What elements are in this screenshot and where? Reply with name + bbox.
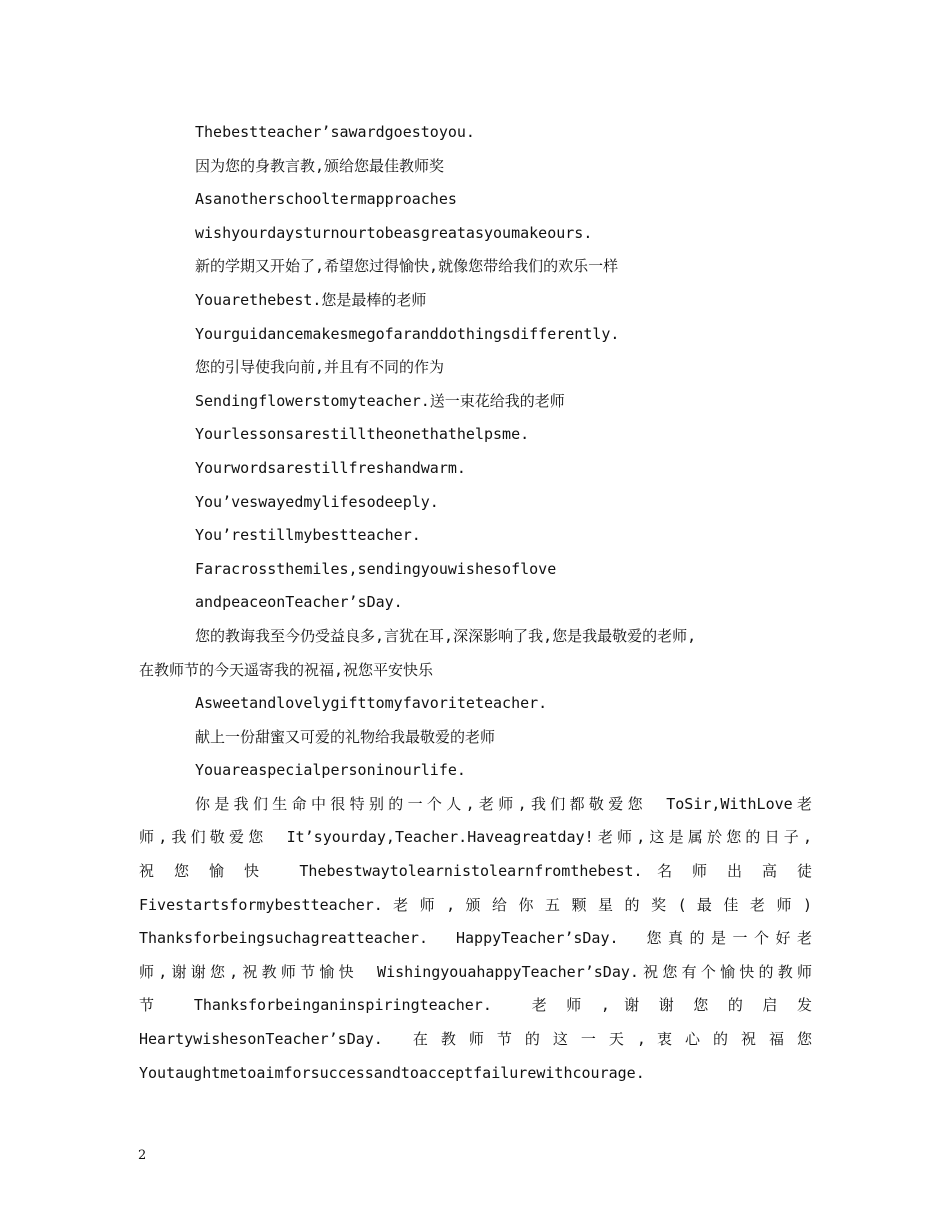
text-line: Fivestartsformybestteacher. 老 师 , 颁 给 你 五 颗 星 的 奖 ( 最 佳 老 师 ) [139,895,812,914]
text-line: andpeaceonTeacher’sDay. [195,593,403,612]
text-line: You’restillmybestteacher. [195,526,421,545]
text-line: 师,谢谢您,祝教师节愉快 WishingyouahappyTeacher’sDay.祝您有个愉快的教师 [139,962,812,981]
text-line: 师,我们敬爱您 It’syourday,Teacher.Haveagreatday!老师,这是属於您的日子, [139,828,812,847]
text-line: 节 Thanksforbeinganinspiringteacher. 老 师 , 谢 谢 您 的 启 发 [139,996,812,1015]
text-line: Sendingflowerstomyteacher.送一束花给我的老师 [195,391,565,410]
text-line: 您的引导使我向前,并且有不同的作为 [195,358,445,377]
text-line: Asweetandlovelygifttomyfavoriteteacher. [195,694,548,713]
text-line: Youtaughtmetoaimforsuccessandtoacceptfailurewithcourage. [139,1063,645,1082]
document-body [139,116,812,1090]
text-line: 祝 您 愉 快 Thebestwaytolearnistolearnfromthebest. 名 师 出 高 徒 [139,862,812,881]
text-line: 因为您的身教言教,颁给您最佳教师奖 [195,156,445,175]
text-line: You’veswayedmylifesodeeply. [195,492,439,511]
text-line: 在教师节的今天遥寄我的祝福,祝您平安快乐 [139,660,434,679]
text-line: 新的学期又开始了,希望您过得愉快,就像您带给我们的欢乐一样 [195,257,619,276]
text-line: Yourwordsarestillfreshandwarm. [195,458,466,477]
text-line: 你是我们生命中很特别的一个人,老师,我们都敬爱您 ToSir,WithLove老 [195,794,812,813]
text-line: Yourguidancemakesmegofaranddothingsdifferently. [195,324,620,343]
text-line: Youareaspecialpersoninourlife. [195,761,466,780]
text-line: Thanksforbeingsuchagreatteacher. HappyTeacher’sDay. 您真的是一个好老 [139,929,812,948]
text-line: Faracrossthemiles,sendingyouwishesoflove [195,559,557,578]
text-line: 您的教诲我至今仍受益良多,言犹在耳,深深影响了我,您是我最敬爱的老师, [195,626,697,645]
text-line: Youarethebest.您是最棒的老师 [195,290,427,309]
text-line: wishyourdaysturnourtobeasgreatasyoumakeours. [195,223,593,242]
page-number: 2 [138,1148,147,1163]
text-line: Asanotherschooltermapproaches [195,190,457,209]
text-line: HeartywishesonTeacher’sDay. 在 教 师 节 的 这 一 天 , 衷 心 的 祝 福 您 [139,1030,812,1049]
text-line: Thebestteacher’sawardgoestoyou. [195,123,475,141]
text-line: 献上一份甜蜜又可爱的礼物给我最敬爱的老师 [195,727,496,746]
text-line: Yourlessonsarestilltheonethathelpsme. [195,425,530,444]
